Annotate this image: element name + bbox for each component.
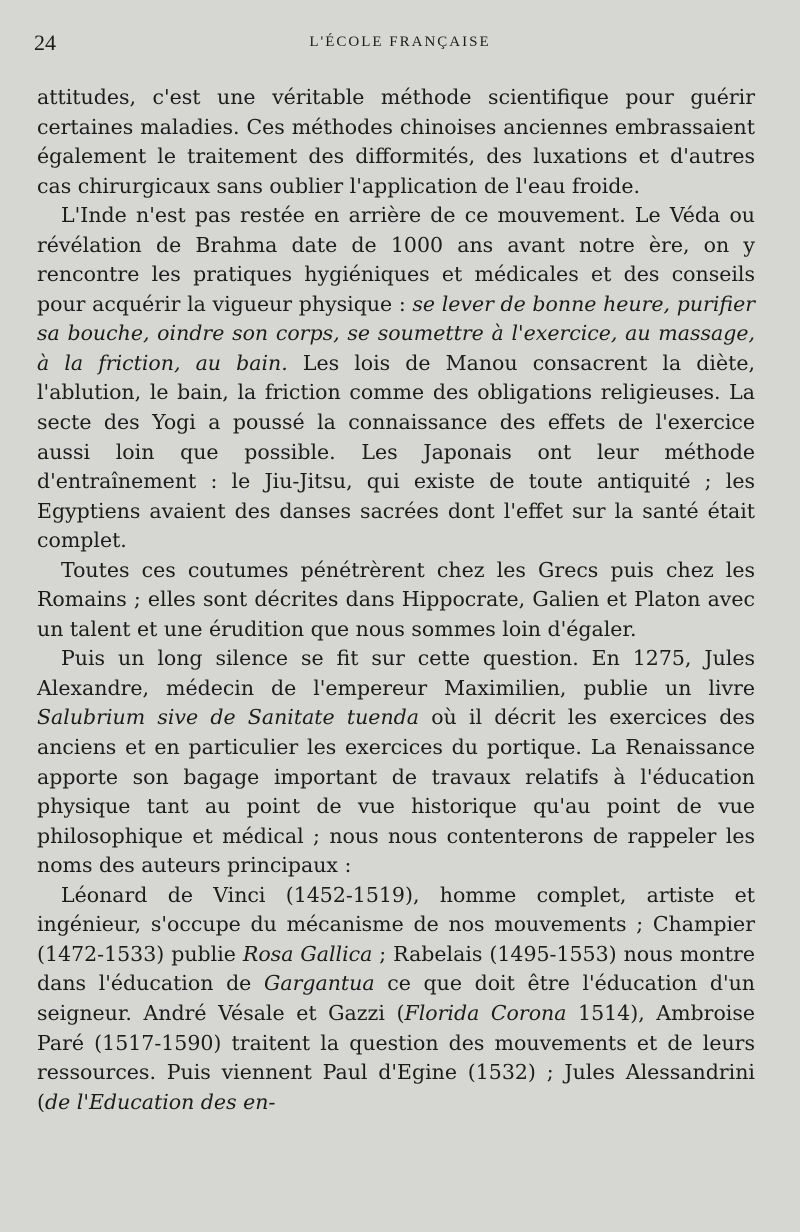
text-run: Léonard de Vinci (1452-1519), homme complet, artiste et ingénieur, s'occupe du mécanisme de nos mouvements ; Champier (1472-1533) publie [37, 882, 755, 966]
body-text [37, 83, 755, 1117]
text-run: 1514), Ambroise Paré (1517-1590) traitent la question des mouvements et de leurs ressources. Puis viennent Paul d'Egine (1532) ; Jules Alessandrini ( [37, 1000, 756, 1114]
text-run: ce que doit être l'éducation d'un seigneur. André Vésale et Gazzi ( [37, 971, 755, 1025]
text-run: Toutes ces coutumes pénétrèrent chez les Grecs puis chez les Romains ; elles sont décrites dans Hippocrate, Galien et Platon avec un talent et une érudition que nous sommes loin d'égaler. [37, 557, 755, 641]
italic-text: Florida Corona [404, 1000, 567, 1025]
italic-text: Rosa Gallica [242, 941, 373, 966]
text-run: L'Inde n'est pas restée en arrière de ce mouvement. Le Véda ou révélation de Brahma date de 1000 ans avant notre ère, on y rencontre les pratiques hygiéniques et médicales et des conseils pour acquérir la vigueur physique : [37, 203, 755, 316]
paragraph [37, 556, 755, 645]
italic-text: se lever de bonne heure, purifier sa bouche, oindre son corps, se soumettre à l'exercice, au massage, à la friction, au bain. [37, 291, 756, 375]
italic-text: Salubrium sive de Sanitate tuenda [37, 705, 419, 730]
text-run: Les lois de Manou consacrent la diète, l'ablution, le bain, la friction comme des obligations religieuses. La secte des Yogi a poussé la connaissance des effets de l'exercice aussi loin que possible. Les Japonais ont leur méthode d'entraînement : le Jiu-Jitsu, qui existe de toute antiquité ; les Egyptiens avaient des danses sacrées dont l'effet sur la santé était complet. [37, 350, 755, 553]
page-number: 24 [34, 30, 56, 55]
text-run: où il décrit les exercices des anciens et en particulier les exercices du portique. La Renaissance apporte son bagage important de travaux relatifs à l'éducation physique tant au point de vue historique qu'au point de vue philosophique et médical ; nous nous contenterons de rappeler les noms des auteurs principaux : [37, 705, 755, 878]
paragraph [37, 644, 755, 880]
paragraph [37, 881, 755, 1117]
paragraph [37, 201, 755, 556]
running-title: L'ÉCOLE FRANÇAISE [309, 34, 491, 50]
text-run: ; Rabelais (1495-1553) nous montre dans l'éducation de [37, 941, 755, 996]
italic-text: Gargantua [263, 971, 375, 996]
paragraph [37, 83, 755, 201]
text-run: Puis un long silence se fit sur cette question. En 1275, Jules Alexandre, médecin de l'empereur Maximilien, publie un livre [37, 646, 755, 700]
text-run: attitudes, c'est une véritable méthode scientifique pour guérir certaines maladies. Ces méthodes chinoises anciennes embrassaient également le traitement des difformités, des luxations et d'autres cas chirurgicaux sans oublier l'application de l'eau froide. [37, 85, 755, 198]
page-header [34, 30, 766, 60]
italic-text: de l'Education des en- [45, 1089, 276, 1114]
